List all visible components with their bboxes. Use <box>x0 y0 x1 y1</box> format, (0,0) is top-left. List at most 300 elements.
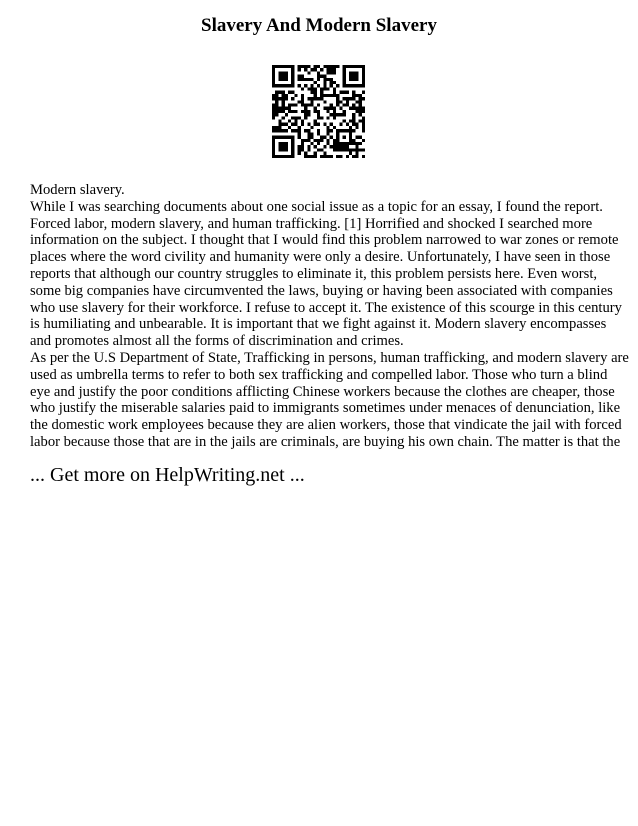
qr-module <box>298 126 301 129</box>
qr-module <box>355 145 358 148</box>
qr-module <box>343 81 346 84</box>
qr-module <box>291 97 294 100</box>
qr-module <box>359 107 362 110</box>
qr-module <box>359 100 362 103</box>
qr-module <box>362 120 365 123</box>
qr-module <box>352 139 355 142</box>
document-body <box>30 182 629 451</box>
body-line: While I was searching documents about one social issue as a topic for an essay, I found the report. <box>30 198 603 215</box>
qr-module <box>333 87 336 90</box>
qr-module <box>310 142 313 145</box>
qr-module <box>362 110 365 113</box>
qr-module <box>362 148 365 151</box>
qr-module <box>294 94 297 97</box>
qr-module <box>314 94 317 97</box>
qr-module <box>330 113 333 116</box>
qr-module <box>317 103 320 106</box>
qr-module <box>349 107 352 110</box>
qr-module <box>282 71 285 74</box>
qr-module <box>294 129 297 132</box>
body-line: As per the U.S Department of State, Trafficking in persons, human trafficking, and modern slavery are <box>30 349 629 366</box>
qr-module <box>336 97 339 100</box>
qr-module <box>355 107 358 110</box>
qr-module <box>352 78 355 81</box>
qr-module <box>291 129 294 132</box>
qr-module <box>336 142 339 145</box>
qr-module <box>291 84 294 87</box>
qr-module <box>320 91 323 94</box>
qr-module <box>336 100 339 103</box>
qr-module <box>343 68 346 71</box>
qr-module <box>301 100 304 103</box>
qr-module <box>333 94 336 97</box>
qr-module <box>362 123 365 126</box>
qr-module <box>330 65 333 68</box>
qr-module <box>352 155 355 158</box>
qr-module <box>339 107 342 110</box>
qr-module <box>359 113 362 116</box>
qr-module <box>330 123 333 126</box>
qr-module <box>275 107 278 110</box>
qr-module <box>275 65 278 68</box>
qr-module <box>336 103 339 106</box>
qr-module <box>278 84 281 87</box>
qr-module <box>343 65 346 68</box>
qr-module <box>355 123 358 126</box>
qr-module <box>317 139 320 142</box>
qr-module <box>288 103 291 106</box>
qr-module <box>359 120 362 123</box>
qr-module <box>310 84 313 87</box>
qr-module <box>282 123 285 126</box>
qr-module <box>323 81 326 84</box>
qr-module <box>355 126 358 129</box>
qr-module <box>349 152 352 155</box>
qr-module <box>320 94 323 97</box>
qr-module <box>349 71 352 74</box>
qr-module <box>336 132 339 135</box>
qr-module <box>307 155 310 158</box>
qr-module <box>333 91 336 94</box>
qr-module <box>282 94 285 97</box>
qr-module <box>272 113 275 116</box>
qr-module <box>330 107 333 110</box>
qr-module <box>304 155 307 158</box>
qr-module <box>272 129 275 132</box>
qr-module <box>330 71 333 74</box>
qr-module <box>317 78 320 81</box>
qr-module <box>294 120 297 123</box>
qr-module <box>349 139 352 142</box>
qr-module <box>272 155 275 158</box>
qr-module <box>272 71 275 74</box>
qr-module <box>355 65 358 68</box>
qr-module <box>288 91 291 94</box>
qr-module <box>339 148 342 151</box>
qr-module <box>317 132 320 135</box>
qr-module <box>314 81 317 84</box>
qr-module <box>327 116 330 119</box>
qr-module <box>346 148 349 151</box>
qr-module <box>343 75 346 78</box>
qr-module <box>346 65 349 68</box>
qr-module <box>291 152 294 155</box>
qr-module <box>275 84 278 87</box>
qr-module <box>272 81 275 84</box>
qr-module <box>304 116 307 119</box>
qr-module <box>352 97 355 100</box>
qr-module <box>298 136 301 139</box>
qr-module <box>330 94 333 97</box>
qr-module <box>285 75 288 78</box>
body-line: who use slavery for their workforce. I refuse to accept it. The existence of this scourge in this century <box>30 299 622 316</box>
qr-module <box>349 120 352 123</box>
qr-module <box>272 75 275 78</box>
qr-module <box>343 84 346 87</box>
qr-module <box>320 155 323 158</box>
qr-module <box>301 145 304 148</box>
qr-module <box>330 129 333 132</box>
qr-module <box>285 78 288 81</box>
qr-module <box>275 100 278 103</box>
qr-module <box>349 136 352 139</box>
qr-module <box>285 97 288 100</box>
qr-module <box>359 84 362 87</box>
qr-module <box>285 129 288 132</box>
qr-module <box>346 123 349 126</box>
qr-module <box>330 68 333 71</box>
qr-module <box>317 65 320 68</box>
body-line: eye and justify the poor conditions afflicting Chinese workers because the clothes are cheaper, those <box>30 383 615 400</box>
qr-module <box>343 136 346 139</box>
qr-module <box>362 91 365 94</box>
qr-module <box>272 84 275 87</box>
qr-module <box>362 129 365 132</box>
qr-module <box>352 123 355 126</box>
qr-module <box>323 136 326 139</box>
qr-module <box>304 78 307 81</box>
qr-module <box>323 75 326 78</box>
qr-module <box>359 148 362 151</box>
qr-module <box>339 129 342 132</box>
qr-module <box>362 68 365 71</box>
qr-module <box>362 97 365 100</box>
body-line: used as umbrella terms to refer to both sex trafficking and compelled labor. Those who turn a blind <box>30 366 608 383</box>
qr-module <box>298 148 301 151</box>
qr-module <box>288 155 291 158</box>
qr-module <box>333 81 336 84</box>
qr-module <box>298 116 301 119</box>
qr-module <box>282 75 285 78</box>
qr-module <box>278 136 281 139</box>
qr-module <box>336 136 339 139</box>
qr-module <box>291 110 294 113</box>
qr-module <box>352 142 355 145</box>
qr-module <box>278 107 281 110</box>
qr-module <box>291 81 294 84</box>
qr-module <box>317 113 320 116</box>
qr-module <box>275 94 278 97</box>
qr-module <box>323 94 326 97</box>
qr-module <box>278 97 281 100</box>
qr-module <box>301 103 304 106</box>
qr-module <box>339 145 342 148</box>
qr-module <box>291 145 294 148</box>
qr-module <box>323 65 326 68</box>
qr-module <box>323 123 326 126</box>
qr-module <box>310 100 313 103</box>
qr-module <box>349 78 352 81</box>
qr-module <box>355 148 358 151</box>
qr-module <box>301 110 304 113</box>
qr-module <box>282 136 285 139</box>
qr-module <box>323 107 326 110</box>
qr-module <box>310 91 313 94</box>
qr-module <box>310 155 313 158</box>
qr-module <box>317 71 320 74</box>
qr-module <box>355 152 358 155</box>
qr-module <box>346 155 349 158</box>
qr-module <box>275 97 278 100</box>
qr-module <box>359 110 362 113</box>
qr-module <box>327 71 330 74</box>
qr-module <box>285 148 288 151</box>
qr-module <box>288 65 291 68</box>
qr-module <box>314 155 317 158</box>
qr-module <box>352 91 355 94</box>
qr-module <box>282 110 285 113</box>
qr-module <box>282 65 285 68</box>
qr-module <box>288 107 291 110</box>
qr-module <box>310 68 313 71</box>
qr-module <box>301 97 304 100</box>
qr-module <box>352 120 355 123</box>
qr-module <box>278 65 281 68</box>
qr-code <box>272 65 365 158</box>
qr-module <box>359 136 362 139</box>
qr-module <box>314 97 317 100</box>
qr-module <box>346 142 349 145</box>
qr-module <box>307 65 310 68</box>
qr-module <box>333 139 336 142</box>
qr-module <box>352 113 355 116</box>
qr-module <box>304 68 307 71</box>
qr-module <box>304 139 307 142</box>
qr-module <box>333 142 336 145</box>
qr-module <box>336 139 339 142</box>
qr-module <box>282 129 285 132</box>
qr-module <box>304 110 307 113</box>
qr-module <box>343 142 346 145</box>
qr-module <box>304 113 307 116</box>
qr-module <box>355 142 358 145</box>
qr-module <box>362 126 365 129</box>
qr-module <box>307 87 310 90</box>
qr-module <box>333 68 336 71</box>
qr-module <box>285 113 288 116</box>
qr-module <box>304 129 307 132</box>
qr-module <box>359 65 362 68</box>
qr-module <box>294 123 297 126</box>
qr-module <box>323 87 326 90</box>
qr-module <box>349 65 352 68</box>
qr-module <box>272 126 275 129</box>
qr-module <box>310 136 313 139</box>
qr-module <box>355 94 358 97</box>
get-more-link[interactable]: ... Get more on HelpWriting.net ... <box>30 464 305 486</box>
qr-module <box>352 129 355 132</box>
qr-module <box>323 152 326 155</box>
qr-module <box>282 142 285 145</box>
qr-module <box>301 87 304 90</box>
qr-module <box>275 91 278 94</box>
qr-module <box>352 84 355 87</box>
qr-module <box>272 142 275 145</box>
qr-module <box>359 97 362 100</box>
qr-module <box>288 84 291 87</box>
qr-module <box>304 65 307 68</box>
qr-module <box>278 120 281 123</box>
qr-module <box>278 91 281 94</box>
qr-module <box>291 155 294 158</box>
qr-module <box>301 120 304 123</box>
qr-module <box>343 148 346 151</box>
qr-module <box>355 84 358 87</box>
qr-module <box>320 97 323 100</box>
qr-module <box>362 78 365 81</box>
qr-module <box>291 142 294 145</box>
qr-module <box>343 110 346 113</box>
qr-module <box>291 68 294 71</box>
qr-module <box>333 110 336 113</box>
qr-module <box>330 81 333 84</box>
qr-module <box>272 152 275 155</box>
qr-module <box>278 75 281 78</box>
qr-module <box>275 113 278 116</box>
qr-module <box>272 139 275 142</box>
qr-module <box>343 78 346 81</box>
qr-module <box>317 148 320 151</box>
qr-module <box>272 103 275 106</box>
qr-module <box>352 148 355 151</box>
body-line: Forced labor, modern slavery, and human trafficking. [1] Horrified and shocked I searched more <box>30 215 593 232</box>
qr-module <box>285 84 288 87</box>
document-title: Slavery And Modern Slavery <box>201 15 437 36</box>
qr-module <box>333 71 336 74</box>
qr-module <box>327 78 330 81</box>
qr-module <box>307 97 310 100</box>
body-line: reports that although our country struggles to eliminate it, this problem persists here. Even worst, <box>30 265 598 282</box>
body-line: some big companies have circumvented the laws, buying or having been associated with companies <box>30 282 613 299</box>
qr-module <box>278 110 281 113</box>
qr-module <box>298 78 301 81</box>
qr-module <box>355 110 358 113</box>
qr-module <box>346 145 349 148</box>
qr-module <box>298 100 301 103</box>
qr-module <box>288 126 291 129</box>
qr-module <box>301 148 304 151</box>
qr-module <box>307 113 310 116</box>
qr-module <box>352 94 355 97</box>
qr-module <box>323 155 326 158</box>
qr-module <box>362 65 365 68</box>
qr-module <box>282 100 285 103</box>
qr-module <box>346 103 349 106</box>
qr-module <box>343 145 346 148</box>
qr-module <box>355 100 358 103</box>
qr-module <box>362 139 365 142</box>
qr-module <box>355 78 358 81</box>
body-line: the domestic work employees because they are alien workers, those that vindicate the jail with forced <box>30 417 622 434</box>
qr-module <box>359 103 362 106</box>
qr-module <box>343 113 346 116</box>
body-line: is humiliating and unbearable. It is important that we fight against it. Modern slavery encompasses <box>30 316 607 333</box>
qr-module <box>320 87 323 90</box>
qr-module <box>327 65 330 68</box>
qr-module <box>339 100 342 103</box>
body-line: and promotes almost all the forms of discrimination and crimes. <box>30 333 404 350</box>
qr-module <box>343 120 346 123</box>
qr-module <box>291 123 294 126</box>
qr-module <box>285 65 288 68</box>
qr-module <box>339 155 342 158</box>
qr-module <box>272 65 275 68</box>
qr-module <box>336 148 339 151</box>
qr-module <box>294 103 297 106</box>
qr-module <box>349 148 352 151</box>
qr-module <box>282 78 285 81</box>
qr-module <box>314 91 317 94</box>
qr-module <box>349 75 352 78</box>
qr-module <box>317 123 320 126</box>
qr-module <box>320 68 323 71</box>
qr-module <box>333 148 336 151</box>
qr-module <box>272 145 275 148</box>
qr-module <box>336 94 339 97</box>
qr-module <box>275 155 278 158</box>
qr-module <box>291 139 294 142</box>
qr-module <box>298 65 301 68</box>
qr-module <box>310 97 313 100</box>
qr-module <box>304 107 307 110</box>
qr-module <box>317 142 320 145</box>
qr-module <box>272 110 275 113</box>
qr-module <box>285 107 288 110</box>
qr-module <box>320 75 323 78</box>
qr-module <box>307 71 310 74</box>
qr-module <box>343 129 346 132</box>
qr-module <box>320 139 323 142</box>
qr-module <box>291 116 294 119</box>
qr-module <box>288 120 291 123</box>
qr-module <box>298 145 301 148</box>
qr-module <box>278 71 281 74</box>
qr-module <box>314 107 317 110</box>
qr-module <box>346 129 349 132</box>
qr-module <box>282 148 285 151</box>
qr-module <box>327 110 330 113</box>
qr-module <box>349 97 352 100</box>
qr-module <box>307 103 310 106</box>
qr-module <box>285 94 288 97</box>
qr-module <box>298 132 301 135</box>
qr-module <box>327 139 330 142</box>
qr-module <box>278 145 281 148</box>
qr-module <box>349 84 352 87</box>
qr-module <box>339 142 342 145</box>
qr-module <box>282 97 285 100</box>
qr-module <box>346 100 349 103</box>
